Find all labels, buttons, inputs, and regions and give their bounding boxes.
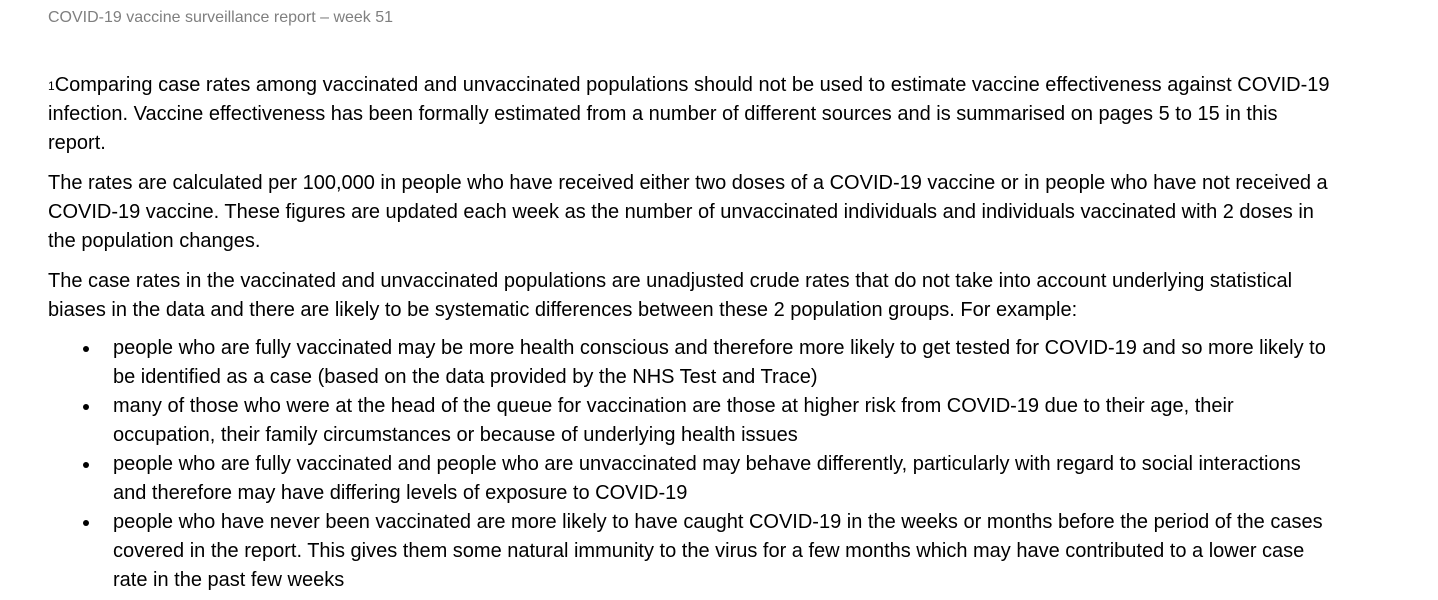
list-item-text: many of those who were at the head of the queue for vaccination are those at higher risk from COVID-19 due to their age, their occupation, their family circumstances or because of underlying health issues <box>113 395 1234 446</box>
list-item <box>48 508 1338 595</box>
list-item <box>48 392 1338 450</box>
list-item-text: people who are fully vaccinated and people who are unvaccinated may behave differently, particularly with regard to social interactions and therefore may have differing levels of exposure to COVID-19 <box>113 453 1301 504</box>
bullet-icon <box>83 404 89 410</box>
list-item-text: people who have never been vaccinated are more likely to have caught COVID-19 in the weeks or months before the period of the cases covered in the report. This gives them some natural immunity to the virus for a few months which may have contributed to a lower case rate in the past few weeks <box>113 511 1323 591</box>
list-item <box>48 334 1338 392</box>
list-item-text: people who are fully vaccinated may be more health conscious and therefore more likely to get tested for COVID-19 and so more likely to be identified as a case (based on the data provided by the NHS Test and Trace) <box>113 337 1326 388</box>
running-header: COVID-19 vaccine surveillance report – week 51 <box>48 9 394 26</box>
footnote-text: Comparing case rates among vaccinated and unvaccinated populations should not be used to estimate vaccine effectiveness against COVID-19 infection. Vaccine effectiveness has been formally estimated from a number of different sources and is summarised on pages 5 to 15 in this report. <box>48 74 1330 154</box>
list-item <box>48 450 1338 508</box>
rates-paragraph: The rates are calculated per 100,000 in people who have received either two doses of a COVID-19 vaccine or in people who have not received a COVID-19 vaccine. These figures are updated each week as the number of unvaccinated individuals and individuals vaccinated with 2 doses in the population changes. <box>48 172 1328 252</box>
document-body <box>48 71 1338 595</box>
bullet-icon <box>83 462 89 468</box>
bullet-icon <box>83 346 89 352</box>
biases-paragraph: The case rates in the vaccinated and unvaccinated populations are unadjusted crude rates that do not take into account underlying statistical biases in the data and there are likely to be systematic differences between these 2 population groups. For example: <box>48 270 1293 321</box>
footnote-paragraph <box>48 71 1338 158</box>
footnote-marker: 1 <box>48 79 55 93</box>
bullet-icon <box>83 520 89 526</box>
bullet-list <box>48 334 1338 595</box>
